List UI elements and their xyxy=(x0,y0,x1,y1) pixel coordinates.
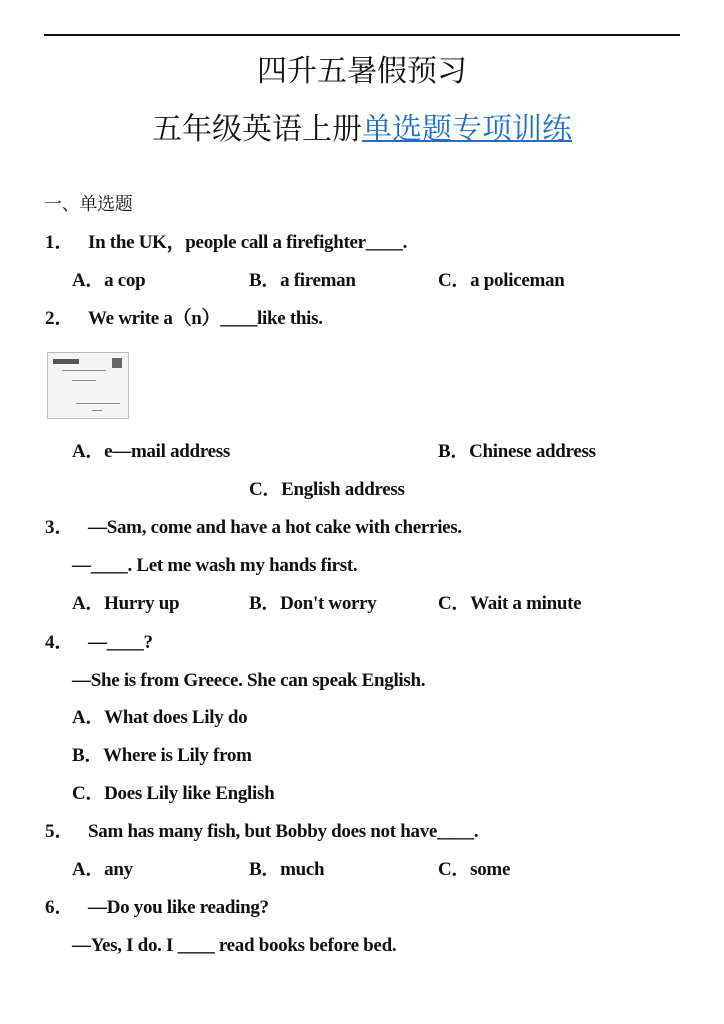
title-line-1: 四升五暑假预习 xyxy=(257,54,467,89)
question-number: 1． xyxy=(45,232,74,253)
option-c[interactable]: C．English address xyxy=(249,479,405,500)
question-text: We write a（n）____like this. xyxy=(88,308,323,329)
option-a[interactable]: A．a cop xyxy=(72,270,146,291)
envelope-image xyxy=(47,352,129,419)
title-plain: 五年级英语上册 xyxy=(152,112,362,147)
option-b[interactable]: B．much xyxy=(249,859,325,880)
option-a[interactable]: A．any xyxy=(72,859,133,880)
option-a[interactable]: A．e—mail address xyxy=(72,441,230,462)
question-number: 2． xyxy=(45,308,74,329)
option-c[interactable]: C．Does Lily like English xyxy=(72,783,275,804)
top-rule xyxy=(44,34,680,36)
question-text: —Do you like reading? xyxy=(88,897,269,918)
question-text: —She is from Greece. She can speak English. xyxy=(72,670,426,691)
question-text: Sam has many fish, but Bobby does not have____. xyxy=(88,821,479,842)
option-b[interactable]: B．Don't worry xyxy=(249,593,377,614)
option-c[interactable]: C．a policeman xyxy=(438,270,565,291)
section-heading: 一、单选题 xyxy=(44,194,133,215)
question-text: —Sam, come and have a hot cake with cherries. xyxy=(88,517,462,538)
option-a[interactable]: A．Hurry up xyxy=(72,593,180,614)
option-b[interactable]: B．Where is Lily from xyxy=(72,745,252,766)
question-text: In the UK，people call a firefighter____. xyxy=(88,232,408,253)
question-number: 4． xyxy=(45,632,74,653)
option-c[interactable]: C．some xyxy=(438,859,511,880)
question-text: —____. Let me wash my hands first. xyxy=(72,555,358,576)
option-c[interactable]: C．Wait a minute xyxy=(438,593,582,614)
question-number: 3． xyxy=(45,517,74,538)
option-b[interactable]: B．Chinese address xyxy=(438,441,596,462)
question-number: 5． xyxy=(45,821,74,842)
question-text: —____? xyxy=(88,632,153,653)
option-b[interactable]: B．a fireman xyxy=(249,270,356,291)
title-line-2 xyxy=(0,110,724,150)
question-number: 6． xyxy=(45,897,74,918)
title-link[interactable]: 单选题专项训练 xyxy=(362,112,572,147)
question-text: —Yes, I do. I ____ read books before bed. xyxy=(72,935,397,956)
option-a[interactable]: A．What does Lily do xyxy=(72,707,248,728)
